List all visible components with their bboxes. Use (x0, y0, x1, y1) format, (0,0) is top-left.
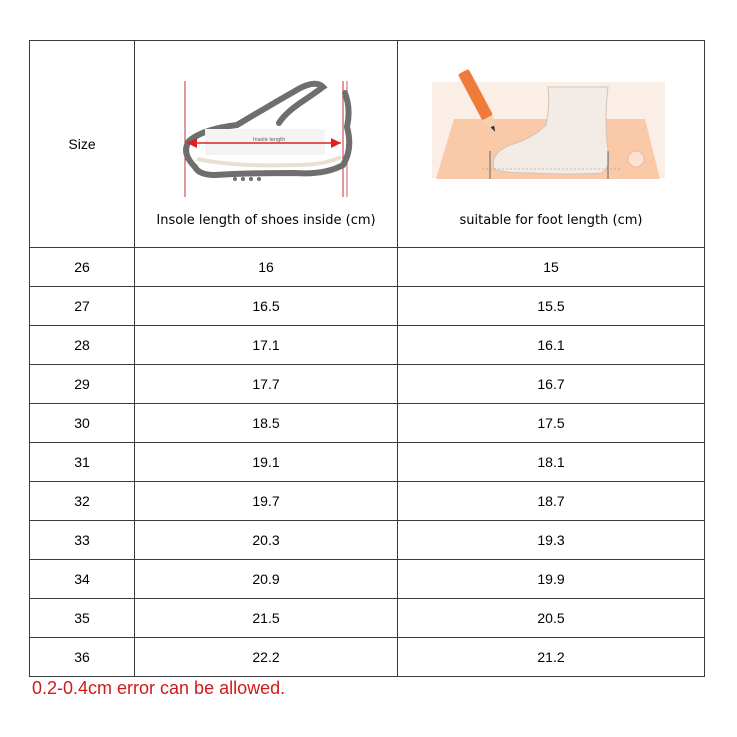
table-row (30, 482, 705, 521)
foot-length-cell: 16.7 (398, 365, 705, 404)
insole-header-label: Insole length of shoes inside (cm) (156, 213, 376, 228)
insole-length-cell: 21.5 (135, 599, 398, 638)
size-cell: 34 (30, 560, 135, 599)
table-row (30, 599, 705, 638)
foot-length-cell: 20.5 (398, 599, 705, 638)
size-cell: 29 (30, 365, 135, 404)
foot-header-label: suitable for foot length (cm) (459, 213, 643, 228)
table-row (30, 638, 705, 677)
foot-length-cell: 19.9 (398, 560, 705, 599)
table-row (30, 521, 705, 560)
table-row (30, 287, 705, 326)
table-row (30, 560, 705, 599)
size-cell: 30 (30, 404, 135, 443)
foot-length-cell: 21.2 (398, 638, 705, 677)
foot-length-cell: 16.1 (398, 326, 705, 365)
insole-header-cell (135, 41, 398, 248)
header-row (30, 41, 705, 248)
insole-length-cell: 20.3 (135, 521, 398, 560)
size-cell: 26 (30, 248, 135, 287)
insole-length-cell: 16.5 (135, 287, 398, 326)
insole-length-cell: 17.7 (135, 365, 398, 404)
size-chart-table (29, 40, 705, 677)
insole-length-cell: 22.2 (135, 638, 398, 677)
size-header-label: Size (68, 136, 96, 152)
foot-length-cell: 18.1 (398, 443, 705, 482)
size-cell: 36 (30, 638, 135, 677)
table-row (30, 365, 705, 404)
insole-length-cell: 20.9 (135, 560, 398, 599)
table-row (30, 248, 705, 287)
foot-length-cell: 15 (398, 248, 705, 287)
size-cell: 28 (30, 326, 135, 365)
foot-length-cell: 18.7 (398, 482, 705, 521)
size-header-cell (30, 41, 135, 248)
insole-length-cell: 19.7 (135, 482, 398, 521)
size-cell: 35 (30, 599, 135, 638)
table-row (30, 326, 705, 365)
table-row (30, 443, 705, 482)
insole-length-cell: 17.1 (135, 326, 398, 365)
size-cell: 31 (30, 443, 135, 482)
insole-length-cell: 19.1 (135, 443, 398, 482)
foot-length-cell: 19.3 (398, 521, 705, 560)
shoe-insole-diagram-icon (175, 79, 360, 209)
size-cell: 33 (30, 521, 135, 560)
foot-measuring-diagram-icon (432, 67, 667, 179)
size-cell: 27 (30, 287, 135, 326)
table-row (30, 404, 705, 443)
insole-length-cell: 16 (135, 248, 398, 287)
foot-header-cell (398, 41, 705, 248)
foot-length-cell: 17.5 (398, 404, 705, 443)
tolerance-note: 0.2-0.4cm error can be allowed. (32, 678, 286, 698)
foot-length-cell: 15.5 (398, 287, 705, 326)
size-cell: 32 (30, 482, 135, 521)
insole-length-label: Insole length (253, 137, 286, 143)
insole-length-cell: 18.5 (135, 404, 398, 443)
